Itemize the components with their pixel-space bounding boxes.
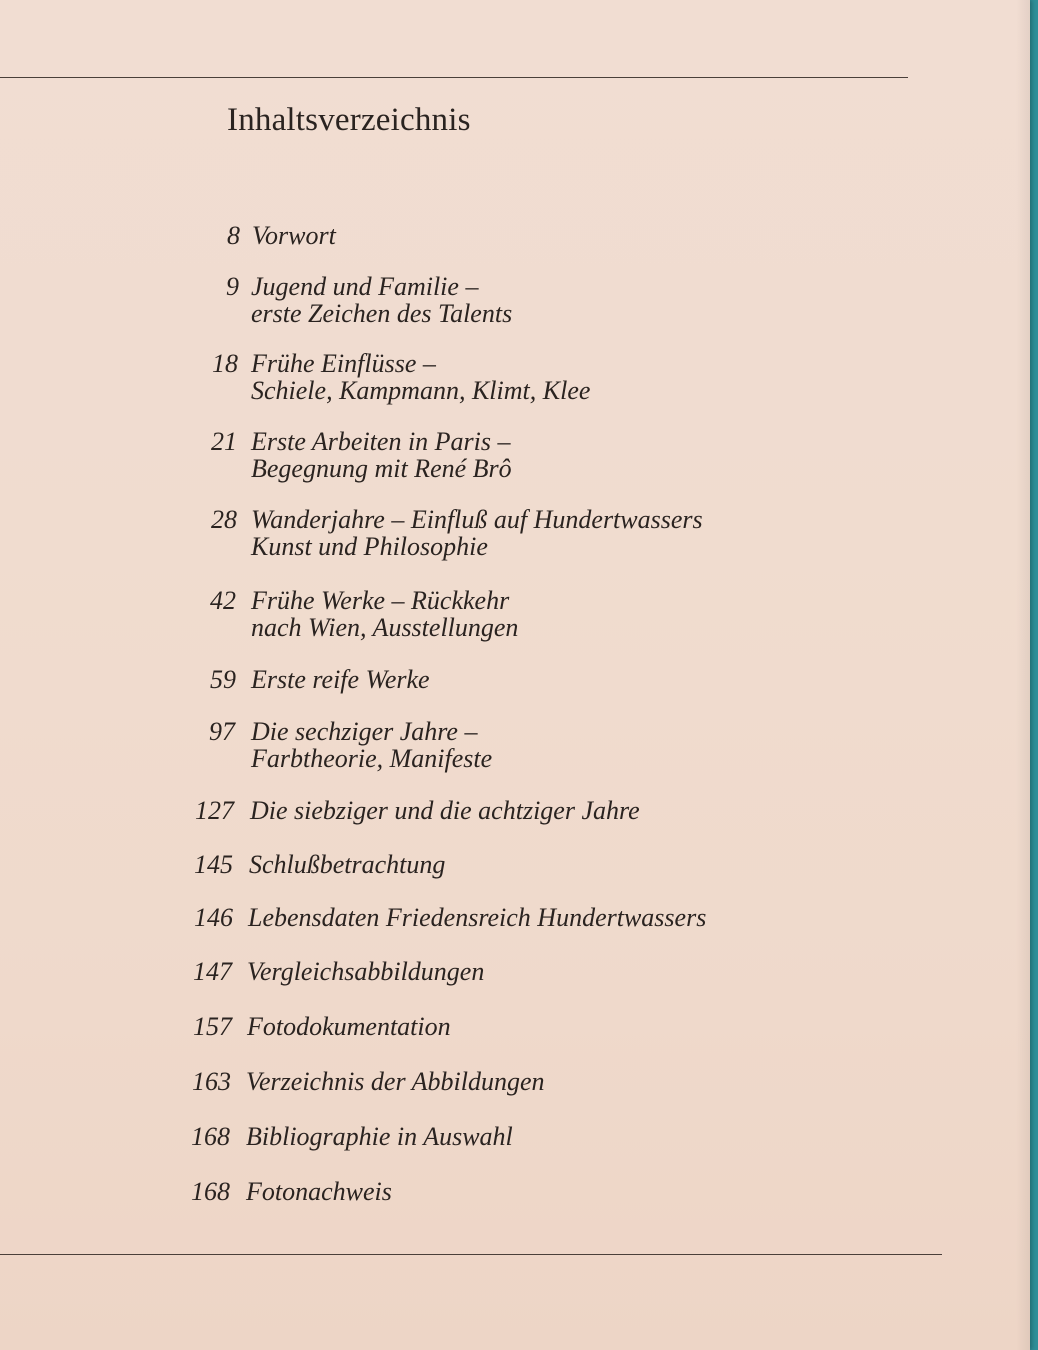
toc-entry-title-line: Verzeichnis der Abbildungen	[246, 1067, 545, 1096]
toc-entry-title-line: erste Zeichen des Talents	[251, 299, 513, 328]
toc-page-number: 145	[194, 850, 233, 879]
toc-entry-title-line: Kunst und Philosophie	[251, 532, 488, 561]
toc-entry-title-line: Schlußbetrachtung	[249, 850, 446, 879]
toc-entry-title-line: Schiele, Kampmann, Klimt, Klee	[251, 376, 591, 405]
toc-entry-title-line: Fotodokumentation	[247, 1012, 451, 1041]
toc-entry-title-line: Vergleichsabbildungen	[247, 957, 485, 986]
toc-page-number: 42	[210, 586, 236, 615]
toc-entry-title-line: Farbtheorie, Manifeste	[251, 744, 493, 773]
toc-entry-title-line: Bibliographie in Auswahl	[246, 1122, 513, 1151]
toc-entry-title-line: Erste reife Werke	[251, 665, 430, 694]
toc-entry-title-line: Fotonachweis	[246, 1177, 392, 1206]
toc-entry-title-line: Wanderjahre – Einfluß auf Hundertwassers	[251, 505, 703, 534]
toc-entry-title-line: Jugend und Familie –	[251, 272, 479, 301]
toc-page-number: 59	[210, 665, 236, 694]
bottom-rule	[0, 1254, 942, 1255]
page-title: Inhaltsverzeichnis	[227, 102, 471, 138]
toc-entry-title-line: Vorwort	[252, 221, 336, 250]
toc-page-number: 8	[227, 221, 240, 250]
toc-entry-title-line: Frühe Einflüsse –	[251, 349, 436, 378]
toc-page-number: 18	[212, 349, 238, 378]
toc-page-number: 147	[193, 957, 232, 986]
toc-entry-title-line: nach Wien, Ausstellungen	[251, 613, 519, 642]
toc-page-number: 163	[192, 1067, 231, 1096]
toc-entry-title-line: Die siebziger und die achtziger Jahre	[250, 796, 640, 825]
toc-page-number: 97	[209, 717, 235, 746]
toc-page-number: 146	[194, 903, 233, 932]
toc-page-number: 9	[226, 272, 239, 301]
toc-page-number: 127	[195, 796, 234, 825]
toc-page-number: 21	[211, 427, 237, 456]
toc-entry-title-line: Frühe Werke – Rückkehr	[251, 586, 510, 615]
toc-page-number: 168	[191, 1177, 230, 1206]
toc-page-number: 157	[193, 1012, 232, 1041]
toc-entry-title-line: Begegnung mit René Brô	[251, 454, 512, 483]
toc-entry-title-line: Lebensdaten Friedensreich Hundertwassers	[248, 903, 707, 932]
toc-page-number: 168	[191, 1122, 230, 1151]
toc-entry-title-line: Erste Arbeiten in Paris –	[251, 427, 511, 456]
toc-page-number: 28	[211, 505, 237, 534]
toc-entry-title-line: Die sechziger Jahre –	[251, 717, 478, 746]
